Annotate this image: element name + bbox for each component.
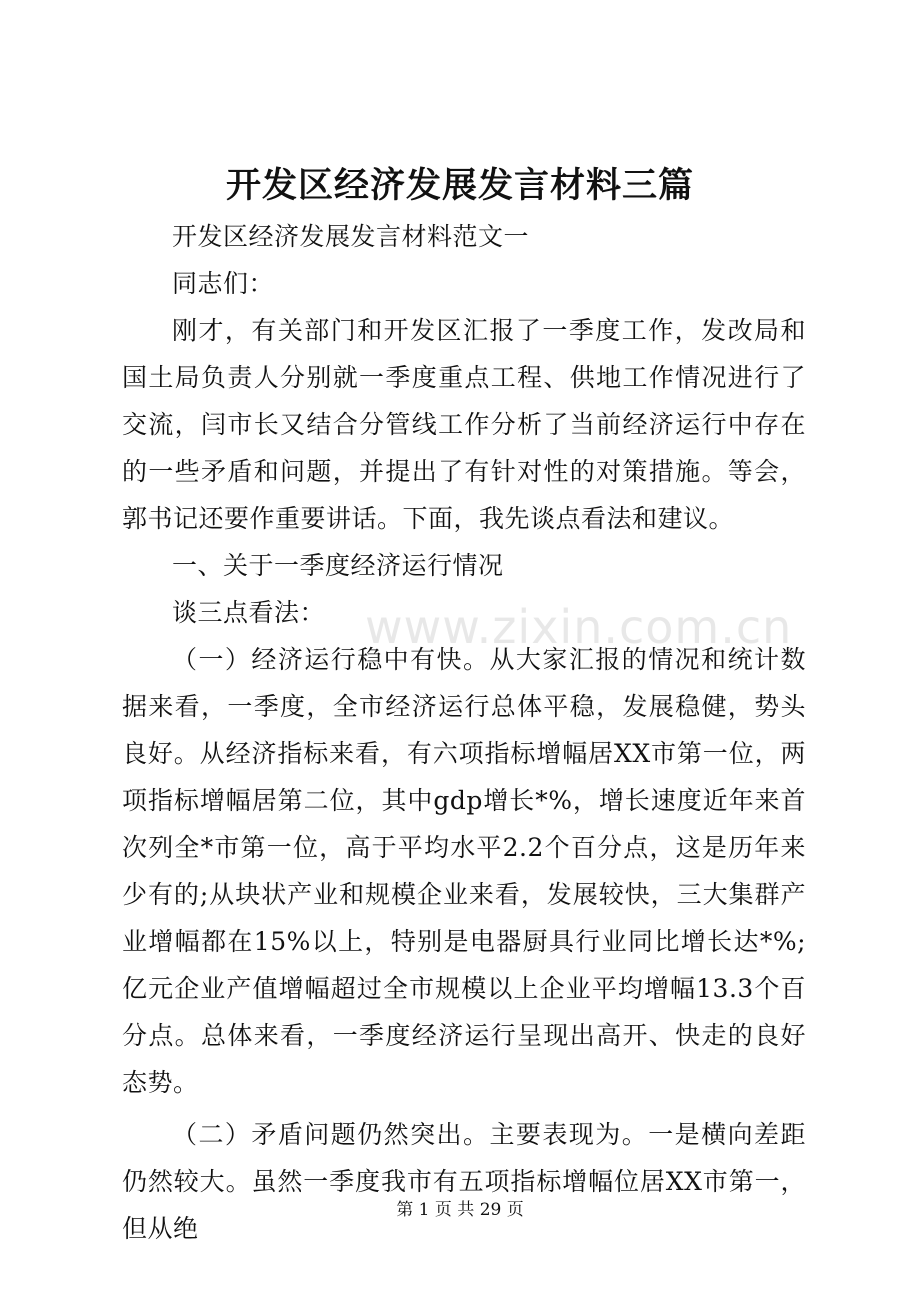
paragraph-subtitle: 开发区经济发展发言材料范文一: [172, 222, 530, 251]
page-footer: 第 1 页 共 29 页: [396, 1200, 524, 1220]
paragraph-point-2: （二）矛盾问题仍然突出。主要表现为。一是横向差距仍然较大。虽然一季度我市有五项指标增幅位居XX市第一，但从绝: [122, 1120, 806, 1243]
paragraph-lead: 谈三点看法：: [172, 598, 326, 627]
watermark: www.zixin.com.cn: [365, 600, 793, 654]
paragraph-salutation: 同志们：: [172, 269, 275, 298]
document-title: 开发区经济发展发言材料三篇: [225, 165, 694, 206]
document-body: [122, 213, 806, 1252]
paragraph-intro: 刚才，有关部门和开发区汇报了一季度工作，发改局和国土局负责人分别就一季度重点工程、供地工作情况进行了交流，闫市长又结合分管线工作分析了当前经济运行中存在的一些矛盾和问题，并提出了有针对性的对策措施。等会，郭书记还要作重要讲话。下面，我先谈点看法和建议。: [122, 316, 806, 533]
section-heading-1: 一、关于一季度经济运行情况: [172, 551, 504, 580]
paragraph-point-1: （一）经济运行稳中有快。从大家汇报的情况和统计数据来看，一季度，全市经济运行总体平稳，发展稳健，势头良好。从经济指标来看，有六项指标增幅居XX市第一位，两项指标增幅居第二位，其中gdp增长*%，增长速度近年来首次列全*市第一位，高于平均水平2.2个百分点，这是历年来少有的;从块状产业和规模企业来看，发展较快，三大集群产业增幅都在15%以上，特别是电器厨具行业同比增长达*%;亿元企业产值增幅超过全市规模以上企业平均增幅13.3个百分点。总体来看，一季度经济运行呈现出高开、快走的良好态势。: [122, 645, 806, 1097]
